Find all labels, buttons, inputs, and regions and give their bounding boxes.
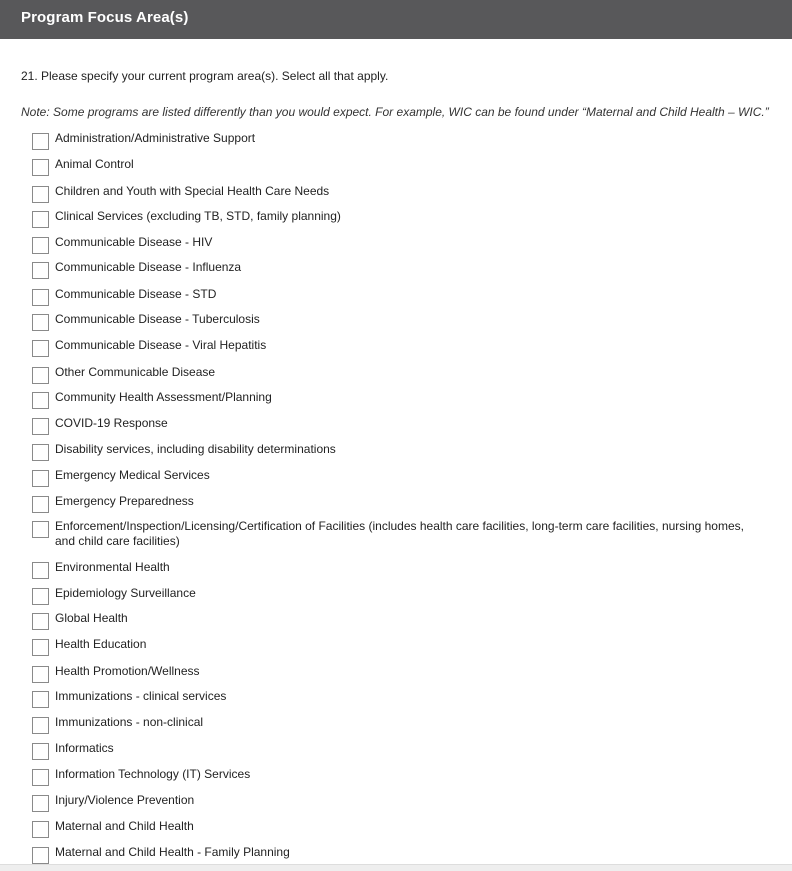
option-label[interactable]: Environmental Health	[55, 560, 170, 574]
checkbox[interactable]	[32, 444, 49, 461]
option-row[interactable]	[32, 819, 762, 838]
option-label[interactable]: Community Health Assessment/Planning	[55, 390, 272, 404]
option-row[interactable]	[32, 519, 762, 549]
option-row[interactable]	[32, 390, 762, 409]
option-row[interactable]	[32, 157, 762, 176]
option-label[interactable]: Emergency Medical Services	[55, 468, 210, 482]
option-row[interactable]	[32, 287, 762, 306]
option-row[interactable]	[32, 793, 762, 812]
checkbox[interactable]	[32, 237, 49, 254]
question-text: 21. Please specify your current program area(s). Select all that apply.	[21, 69, 389, 83]
option-row[interactable]	[32, 365, 762, 384]
checkbox[interactable]	[32, 743, 49, 760]
option-label[interactable]: Communicable Disease - STD	[55, 287, 217, 301]
section-title: Program Focus Area(s)	[21, 9, 189, 26]
option-label[interactable]: Immunizations - clinical services	[55, 689, 227, 703]
option-label[interactable]: Communicable Disease - Influenza	[55, 260, 242, 274]
checkbox[interactable]	[32, 367, 49, 384]
checkbox[interactable]	[32, 717, 49, 734]
option-row[interactable]	[32, 715, 762, 734]
option-row[interactable]	[32, 209, 762, 228]
option-row[interactable]	[32, 416, 762, 435]
option-row[interactable]	[32, 338, 762, 357]
checkbox[interactable]	[32, 340, 49, 357]
option-label[interactable]: Clinical Services (excluding TB, STD, family planning)	[55, 209, 341, 223]
option-label[interactable]: Enforcement/Inspection/Licensing/Certification of Facilities (includes health care facilities, long-term care facilities, nursing homes, and child care facilities)	[55, 519, 744, 548]
option-row[interactable]	[32, 845, 762, 864]
option-row[interactable]	[32, 637, 762, 656]
checkbox[interactable]	[32, 289, 49, 306]
option-label[interactable]: Epidemiology Surveillance	[55, 586, 196, 600]
checkbox[interactable]	[32, 521, 49, 538]
checkbox[interactable]	[32, 666, 49, 683]
checkbox[interactable]	[32, 159, 49, 176]
option-label[interactable]: Maternal and Child Health	[55, 819, 194, 833]
question-note: Note: Some programs are listed differently than you would expect. For example, WIC can be found under “Maternal and Child Health – WIC.”	[21, 105, 769, 119]
checkbox[interactable]	[32, 613, 49, 630]
option-label[interactable]: Administration/Administrative Support	[55, 131, 256, 145]
checkbox[interactable]	[32, 847, 49, 864]
option-label[interactable]: Maternal and Child Health - Family Planning	[55, 845, 290, 859]
checkbox[interactable]	[32, 418, 49, 435]
option-label[interactable]: Health Education	[55, 637, 147, 651]
option-label[interactable]: Disability services, including disability determinations	[55, 442, 336, 456]
option-label[interactable]: Animal Control	[55, 157, 134, 171]
checkbox[interactable]	[32, 795, 49, 812]
option-label[interactable]: Communicable Disease - Viral Hepatitis	[55, 338, 267, 352]
option-row[interactable]	[32, 235, 762, 254]
option-row[interactable]	[32, 611, 762, 630]
checkbox[interactable]	[32, 496, 49, 513]
option-label[interactable]: Informatics	[55, 741, 114, 755]
option-row[interactable]	[32, 184, 762, 203]
option-label[interactable]: Communicable Disease - HIV	[55, 235, 213, 249]
option-label[interactable]: Information Technology (IT) Services	[55, 767, 251, 781]
option-label[interactable]: COVID-19 Response	[55, 416, 168, 430]
option-row[interactable]	[32, 260, 762, 279]
checkbox[interactable]	[32, 262, 49, 279]
option-row[interactable]	[32, 312, 762, 331]
checkbox[interactable]	[32, 639, 49, 656]
checkbox[interactable]	[32, 562, 49, 579]
option-row[interactable]	[32, 442, 762, 461]
option-label[interactable]: Health Promotion/Wellness	[55, 664, 200, 678]
option-label[interactable]: Global Health	[55, 611, 128, 625]
option-row[interactable]	[32, 560, 762, 579]
checkbox[interactable]	[32, 769, 49, 786]
checkbox[interactable]	[32, 211, 49, 228]
option-row[interactable]	[32, 468, 762, 487]
checkbox[interactable]	[32, 588, 49, 605]
option-row[interactable]	[32, 767, 762, 786]
checkbox[interactable]	[32, 133, 49, 150]
option-label[interactable]: Children and Youth with Special Health Care Needs	[55, 184, 330, 198]
checkbox[interactable]	[32, 186, 49, 203]
option-label[interactable]: Injury/Violence Prevention	[55, 793, 195, 807]
checkbox[interactable]	[32, 470, 49, 487]
option-row[interactable]	[32, 741, 762, 760]
option-row[interactable]	[32, 131, 762, 150]
option-row[interactable]	[32, 586, 762, 605]
option-label[interactable]: Other Communicable Disease	[55, 365, 216, 379]
checkbox[interactable]	[32, 314, 49, 331]
option-row[interactable]	[32, 664, 762, 683]
option-row[interactable]	[32, 494, 762, 513]
option-label[interactable]: Immunizations - non-clinical	[55, 715, 204, 729]
checkbox[interactable]	[32, 392, 49, 409]
checkbox[interactable]	[32, 821, 49, 838]
option-row[interactable]	[32, 689, 762, 708]
option-label[interactable]: Emergency Preparedness	[55, 494, 194, 508]
checkbox[interactable]	[32, 691, 49, 708]
option-label[interactable]: Communicable Disease - Tuberculosis	[55, 312, 260, 326]
